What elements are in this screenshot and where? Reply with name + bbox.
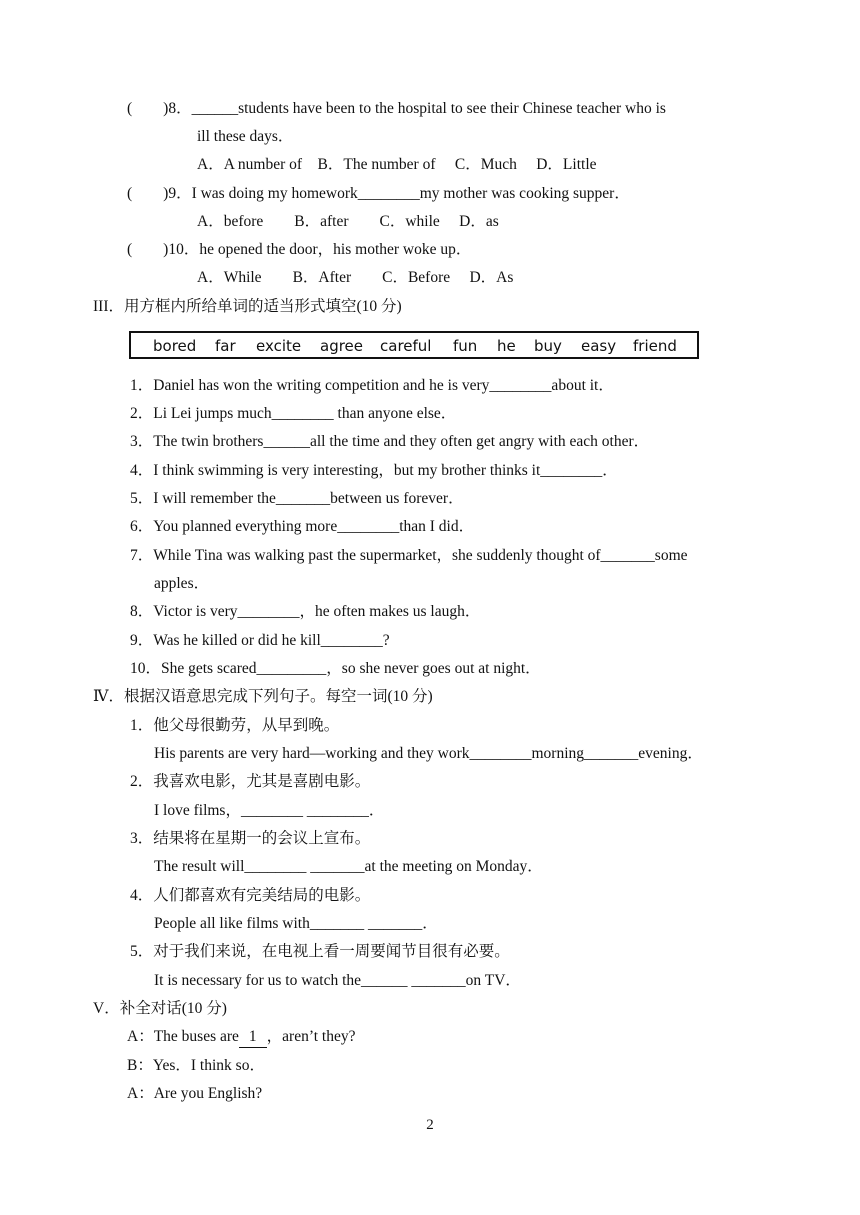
mc-item-9-options: A．before B．after C．while D．as [197,213,499,230]
s4-item-2-cn: 2．我喜欢电影，尤其是喜剧电影。 [130,773,371,790]
section-3-title: III．用方框内所给单词的适当形式填空(10 分) [93,298,402,315]
mc-item-10-options: A．While B．After C．Before D．As [197,269,514,286]
section-5-title: V．补全对话(10 分) [93,1000,227,1017]
dialog-line-3: A：Are you English? [127,1085,263,1102]
dialog-line-1-text: A：The buses are [127,1028,239,1045]
word-easy: easy [581,337,617,355]
word-bored: bored [153,337,197,355]
s4-item-1-cn: 1．他父母很勤劳，从早到晚。 [130,717,340,734]
dialog-line-1 [127,1027,355,1048]
mc-item-8-cont: ill these days． [197,128,294,145]
s3-item-7-cont: apples． [154,575,210,592]
s4-item-3-cn: 3．结果将在星期一的会议上宣布。 [130,830,371,847]
s3-item-4: 4．I think swimming is very interesting，but my brother thinks it________． [130,462,618,479]
word-fun: fun [453,337,478,355]
mc-item-9: ( )9．I was doing my homework________my mother was cooking supper． [127,185,630,202]
word-buy: buy [534,337,562,355]
s3-item-3: 3．The twin brothers______all the time and they often get angry with each other． [130,433,650,450]
s4-item-2-en: I love films，________ ________． [154,802,385,819]
word-far: far [215,337,236,355]
word-he: he [497,337,516,355]
s4-item-3-en: The result will________ _______at the meeting on Monday． [154,858,543,875]
s4-item-4-cn: 4．人们都喜欢有完美结局的电影。 [130,887,371,904]
word-box [129,331,699,359]
s3-item-6: 6．You planned everything more________than I did． [130,518,475,535]
word-friend: friend [633,337,677,355]
s4-item-5-en: It is necessary for us to watch the______ _______on TV． [154,972,521,989]
blank-1: 1 [239,1027,267,1048]
dialog-line-1-post: ，aren’t they? [266,1028,356,1045]
page-number: 2 [426,1117,434,1133]
s4-item-1-en: His parents are very hard—working and they work________morning_______evening． [154,745,703,762]
word-careful: careful [380,337,432,355]
mc-item-10: ( )10．he opened the door，his mother woke up． [127,241,472,258]
s3-item-2: 2．Li Lei jumps much________ than anyone else． [130,405,457,422]
word-agree: agree [320,337,364,355]
s4-item-5-cn: 5．对于我们来说，在电视上看一周要闻节目很有必要。 [130,943,510,960]
s3-item-5: 5．I will remember the_______between us forever． [130,490,464,507]
s3-item-9: 9．Was he killed or did he kill________? [130,632,390,649]
mc-item-8-options: A．A number of B．The number of C．Much D．Little [197,156,597,173]
s4-item-4-en: People all like films with_______ _______． [154,915,438,932]
s3-item-1: 1．Daniel has won the writing competition and he is very________about it． [130,377,614,394]
section-4-title: Ⅳ．根据汉语意思完成下列句子。每空一词(10 分) [93,688,433,705]
dialog-line-2: B：Yes．I think so． [127,1057,265,1074]
mc-item-8: ( )8．______students have been to the hospital to see their Chinese teacher who is [127,100,666,117]
word-excite: excite [256,337,302,355]
s3-item-7: 7．While Tina was walking past the supermarket，she suddenly thought of_______some [130,547,688,564]
s3-item-8: 8．Victor is very________，he often makes us laugh． [130,603,481,620]
s3-item-10: 10．She gets scared_________，so she never goes out at night． [130,660,541,677]
